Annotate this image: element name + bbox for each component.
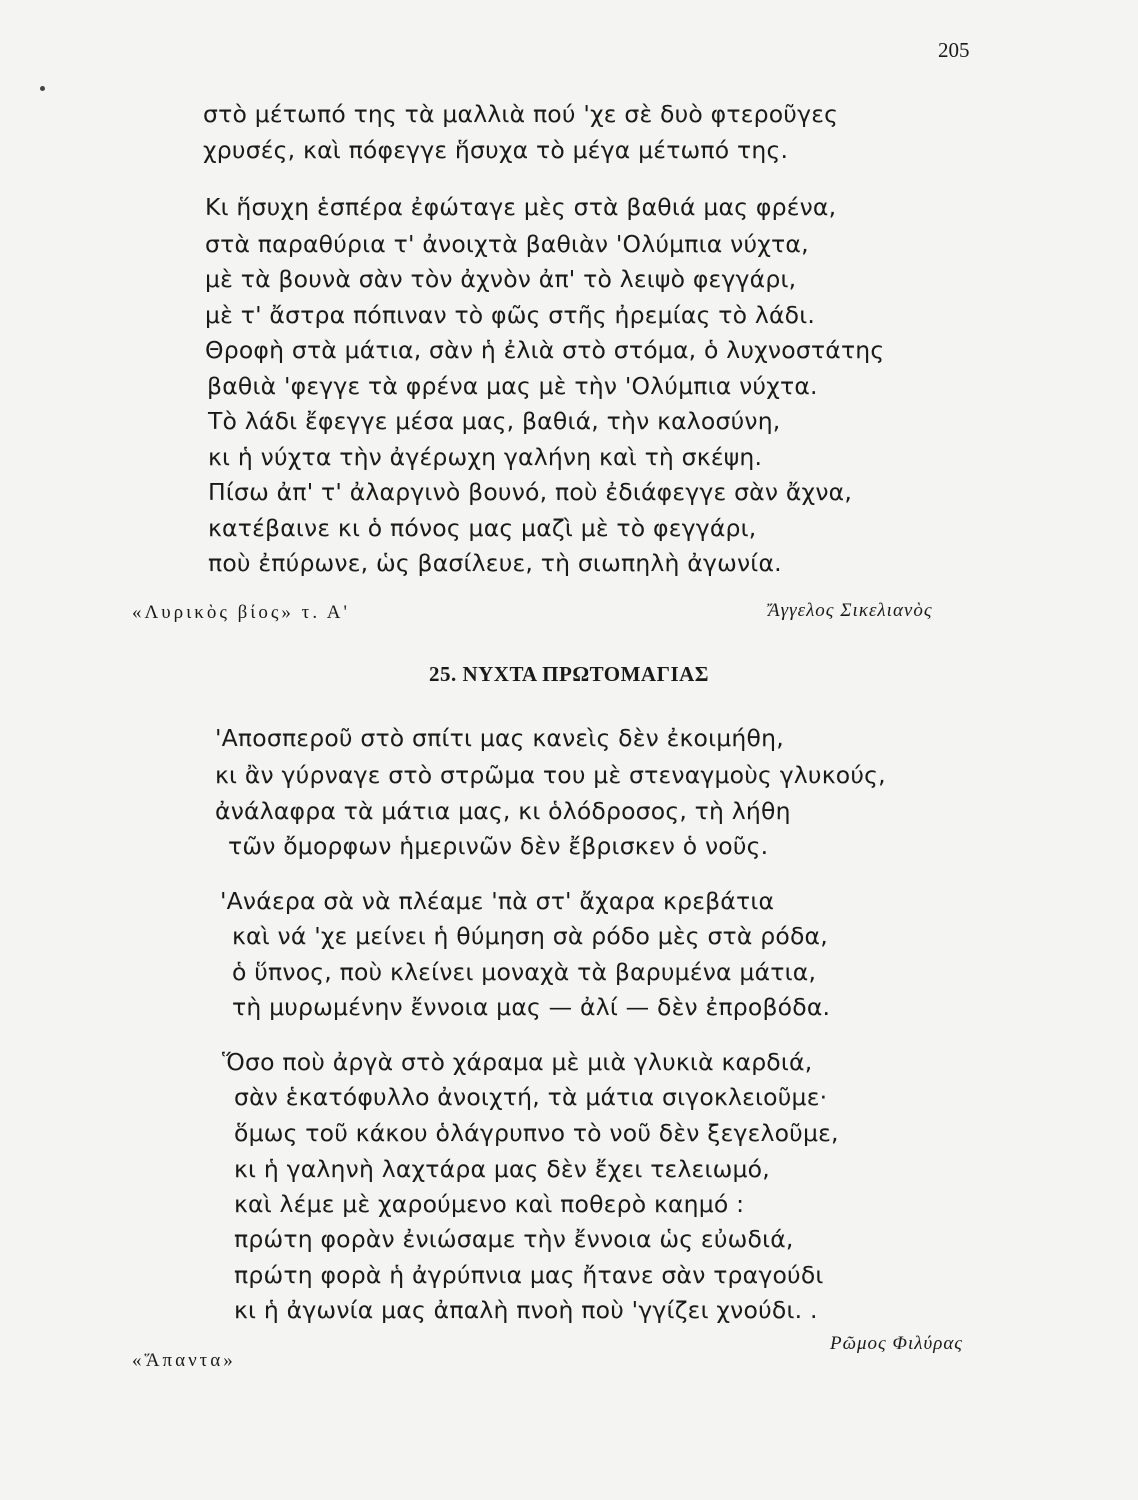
poem2-line: ἀνάλαφρα τὰ μάτια μας, κι ὁλόδροσος, τὴ λήθη <box>215 797 791 825</box>
poem2-source: «Ἅπαντα» <box>132 1350 236 1371</box>
poem2-line: Ὅσο ποὺ ἀργὰ στὸ χάραμα μὲ μιὰ γλυκιὰ καρδιά, <box>222 1048 813 1076</box>
poem2-line: καὶ λέμε μὲ χαρούμενο καὶ ποθερὸ καημό : <box>234 1190 745 1218</box>
poem2-line: κι ἂν γύρναγε στὸ στρῶμα του μὲ στεναγμοὺς γλυκούς, <box>215 761 886 789</box>
margin-dot <box>40 86 45 91</box>
poem2-line: 'Ανάερα σὰ νὰ πλέαμε 'πὰ στ' ἄχαρα κρεβάτια <box>220 887 775 915</box>
poem1-line: μὲ τ' ἄστρα πόπιναν τὸ φῶς στῆς ἠρεμίας τὸ λάδι. <box>205 301 816 329</box>
poem2-line: τῶν ὄμορφων ἡμερινῶν δὲν ἔβρισκεν ὁ νοῦς. <box>228 832 769 860</box>
poem1-author: Ἄγγελος Σικελιανὸς <box>768 600 933 621</box>
poem1-line: κατέβαινε κι ὁ πόνος μας μαζὶ μὲ τὸ φεγγάρι, <box>208 514 757 542</box>
poem1-line: μὲ τὰ βουνὰ σὰν τὸν ἀχνὸν ἀπ' τὸ λειψὸ φεγγάρι, <box>205 265 797 293</box>
poem2-line: καὶ νά 'χε μείνει ἡ θύμηση σὰ ρόδο μὲς στὰ ρόδα, <box>232 922 828 950</box>
poem1-line: στὸ μέτωπό της τὰ μαλλιὰ πού 'χε σὲ δυὸ φτεροῦγες <box>203 100 839 128</box>
poem2-line: τὴ μυρωμένην ἔννοια μας — ἀλί — δὲν ἐπροβόδα. <box>232 993 831 1021</box>
page-number: 205 <box>938 38 970 62</box>
poem1-source: «Λυρικὸς βίος» τ. Α' <box>132 602 350 623</box>
poem1-line: στὰ παραθύρια τ' ἀνοιχτὰ βαθιὰν 'Ολύμπια νύχτα, <box>205 230 809 258</box>
poem1-line: Θροφὴ στὰ μάτια, σὰν ἡ ἐλιὰ στὸ στόμα, ὁ λυχνοστάτης <box>205 336 885 364</box>
poem1-line: Πίσω ἀπ' τ' ἀλαργινὸ βουνό, ποὺ ἐδιάφεγγε σὰν ἄχνα, <box>208 478 853 506</box>
poem2-line: ὁ ὕπνος, ποὺ κλείνει μοναχὰ τὰ βαρυμένα μάτια, <box>232 958 817 986</box>
poem1-line: βαθιὰ 'φεγγε τὰ φρένα μας μὲ τὴν 'Ολύμπια νύχτα. <box>207 372 818 400</box>
poem1-line: Κι ἥσυχη ἑσπέρα ἐφώταγε μὲς στὰ βαθιά μας φρένα, <box>205 193 837 221</box>
poem2-line: κι ἡ ἀγωνία μας ἀπαλὴ πνοὴ ποὺ 'γγίζει χνούδι. . <box>234 1296 818 1324</box>
poem2-author: Ρῶμος Φιλύρας <box>830 1333 964 1354</box>
poem1-line: χρυσές, καὶ πόφεγγε ἥσυχα τὸ μέγα μέτωπό της. <box>203 136 789 164</box>
poem2-line: σὰν ἑκατόφυλλο ἀνοιχτή, τὰ μάτια σιγοκλειοῦμε· <box>234 1083 828 1111</box>
poem2-heading: 25. ΝΥΧΤΑ ΠΡΩΤΟΜΑΓΙΑΣ <box>428 662 710 686</box>
poem1-line: ποὺ ἐπύρωνε, ὡς βασίλευε, τὴ σιωπηλὴ ἀγωνία. <box>208 549 782 577</box>
poem2-line: πρώτη φορὰν ἐνιώσαμε τὴν ἔννοια ὡς εὐωδιά, <box>234 1225 794 1253</box>
poem1-line: Τὸ λάδι ἔφεγγε μέσα μας, βαθιά, τὴν καλοσύνη, <box>208 407 781 435</box>
poem2-line: ὅμως τοῦ κάκου ὁλάγρυπνο τὸ νοῦ δὲν ξεγελοῦμε, <box>234 1119 839 1147</box>
poem2-line: 'Αποσπεροῦ στὸ σπίτι μας κανεὶς δὲν ἐκοιμήθη, <box>215 724 784 752</box>
poem2-line: κι ἡ γαληνὴ λαχτάρα μας δὲν ἔχει τελειωμό, <box>234 1155 770 1183</box>
poem2-line: πρώτη φορὰ ἡ ἀγρύπνια μας ἤτανε σὰν τραγούδι <box>234 1261 824 1289</box>
poem1-line: κι ἡ νύχτα τὴν ἀγέρωχη γαλήνη καὶ τὴ σκέψη. <box>208 443 763 471</box>
